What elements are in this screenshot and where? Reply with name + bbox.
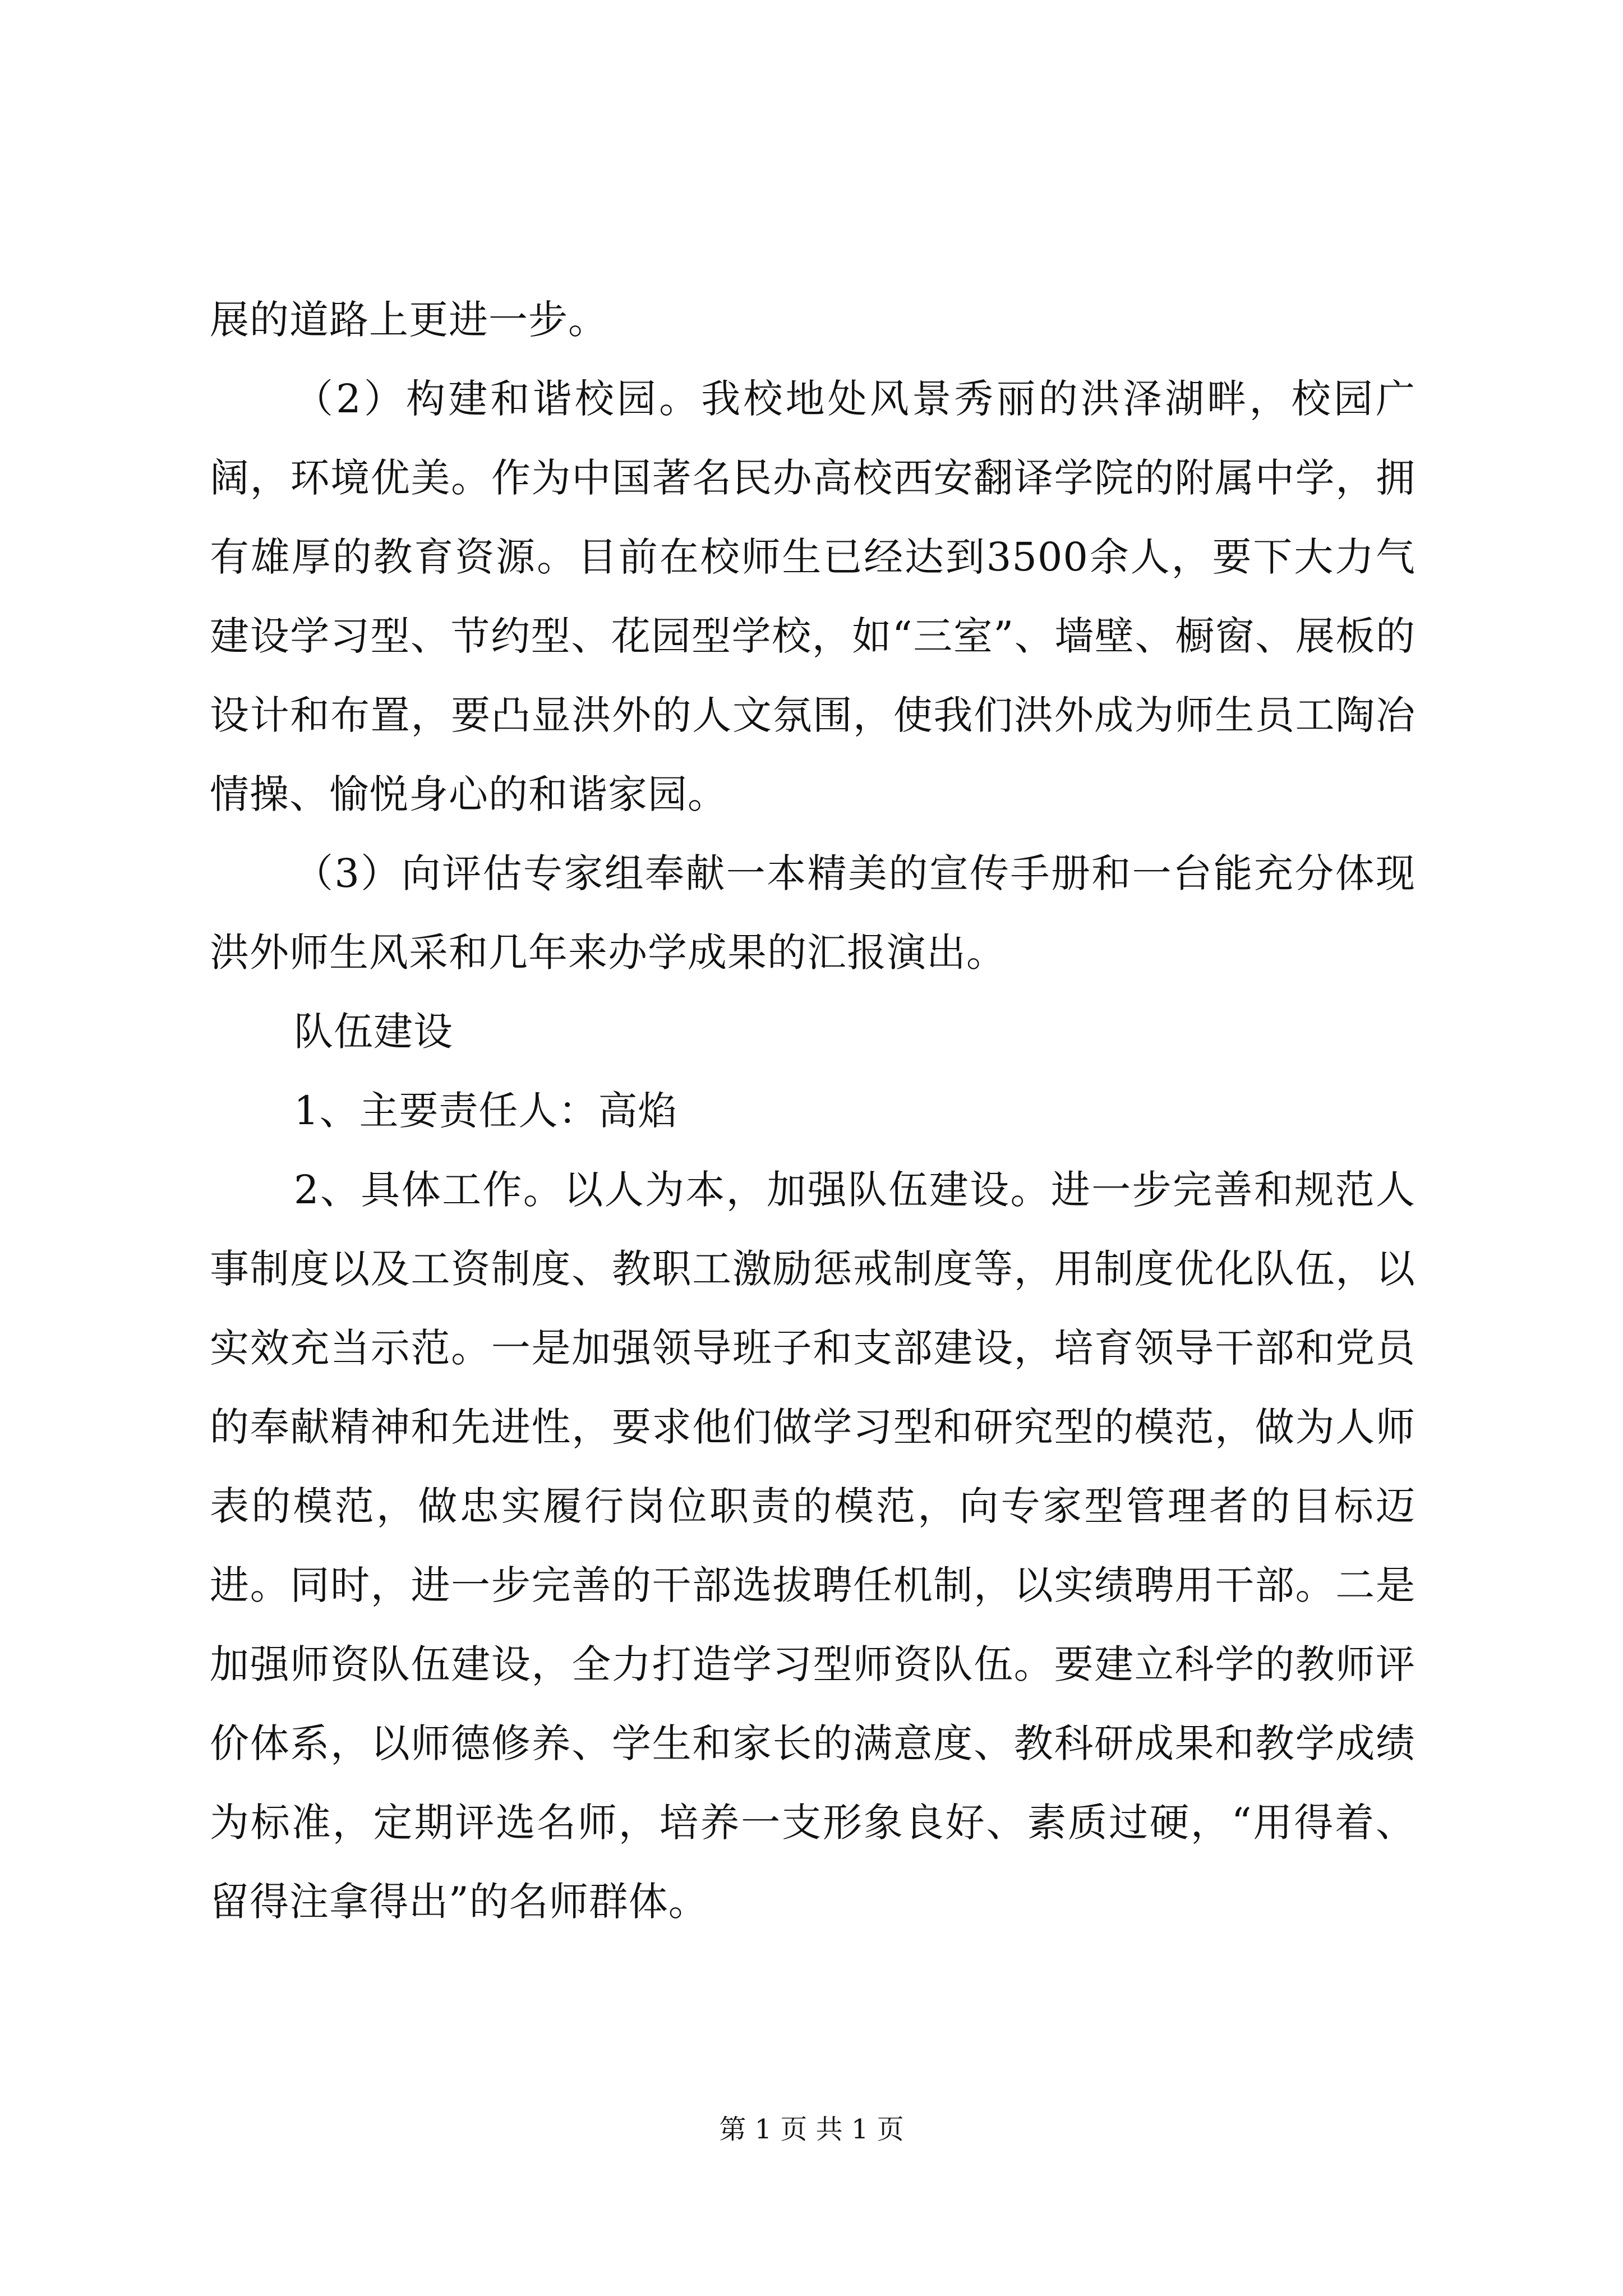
paragraph-continuation: 展的道路上更进一步。 [210, 297, 608, 343]
paragraph-specific-work: 2、具体工作。以人为本，加强队伍建设。进一步完善和规范人事制度以及工资制度、教职工激励惩戒制度等，用制度优化队伍，以实效充当示范。一是加强领导班子和支部建设，培育领导干部和党员的奉献精神和先进性，要求他们做学习型和研究型的模范，做为人师表的模范，做忠实履行岗位职责的模范，向专家型管理者的目标迈进。同时，进一步完善的干部选拔聘任机制，以实绩聘用干部。二是加强师资队伍建设，全力打造学习型师资队伍。要建立科学的教师评价体系，以师德修养、学生和家长的满意度、教科研成果和教学成绩为标准，定期评选名师，培养一支形象良好、素质过硬，“用得着、留得注拿得出”的名师群体。 [210, 1167, 1415, 1925]
paragraph-evaluation-presentation: （3）向评估专家组奉献一本精美的宣传手册和一台能充分体现洪外师生风采和几年来办学成果的汇报演出。 [210, 850, 1415, 976]
paragraph-responsible-person: 1、主要责任人：高焰 [294, 1088, 678, 1134]
page-footer: 第 1 页 共 1 页 [719, 2114, 904, 2145]
document-body [210, 280, 1415, 1941]
section-heading-team-building: 队伍建设 [294, 1009, 453, 1055]
paragraph-harmonious-campus: （2）构建和谐校园。我校地处风景秀丽的洪泽湖畔，校园广阔，环境优美。作为中国著名民办高校西安翻译学院的附属中学，拥有雄厚的教育资源。目前在校师生已经达到3500余人，要下大力气建设学习型、节约型、花园型学校，如“三室”、墙壁、橱窗、展板的设计和布置，要凸显洪外的人文氛围，使我们洪外成为师生员工陶冶情操、愉悦身心的和谐家园。 [210, 376, 1415, 817]
